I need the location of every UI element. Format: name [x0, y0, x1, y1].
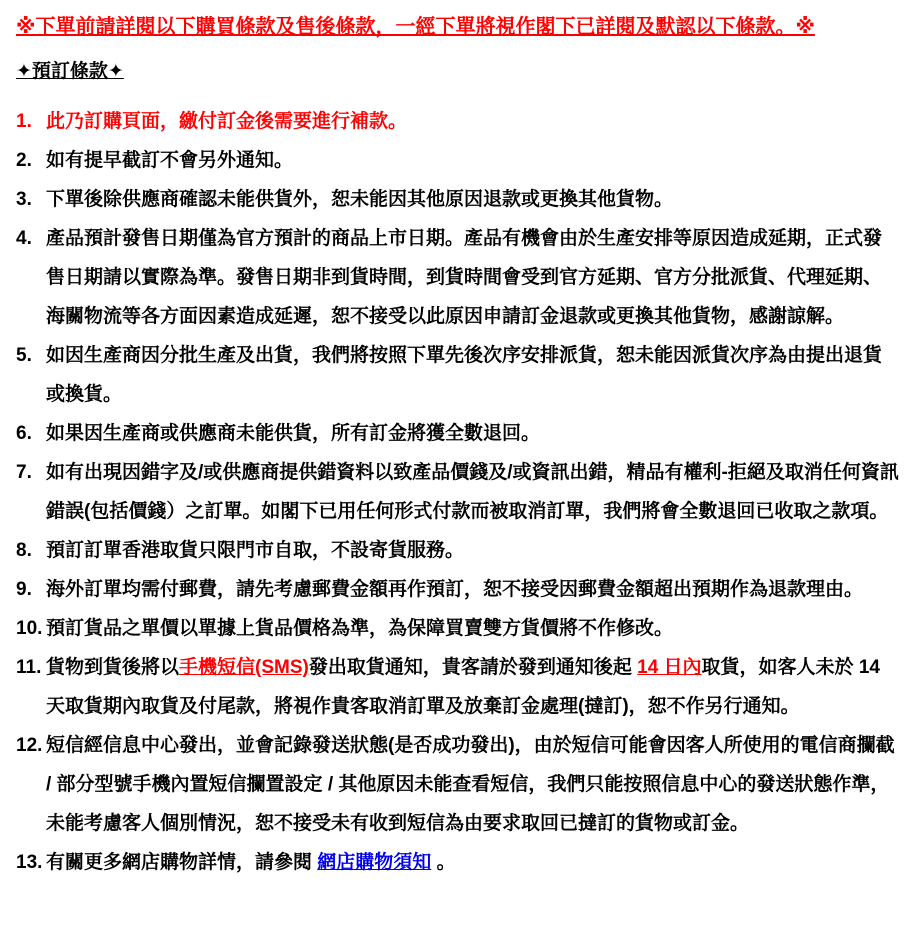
term-number: 7.: [16, 462, 32, 483]
term-segment: 下單後除供應商確認未能供貨外，恕未能因其他原因退款或更換其他貨物。: [46, 189, 674, 210]
term-text: [46, 531, 899, 570]
term-number: 13.: [16, 852, 43, 873]
term-segment: 取貨，如客人未於 14 天取貨期內取貨及付尾款，將視作貴客取消訂單及放棄訂金處理(撻訂)，恕不作另行通知。: [46, 657, 880, 717]
term-segment: 。: [431, 852, 456, 873]
term-item: [16, 414, 899, 453]
term-segment: 如有提早截訂不會另外通知。: [46, 150, 294, 171]
term-number: 9.: [16, 579, 32, 600]
term-item: [16, 843, 899, 882]
term-text: [46, 414, 899, 453]
term-number: 11.: [16, 657, 42, 678]
term-item: [16, 531, 899, 570]
term-item: [16, 570, 899, 609]
term-number: 2.: [16, 150, 32, 171]
term-number: 6.: [16, 423, 32, 444]
term-item: [16, 219, 899, 336]
term-item: [16, 102, 899, 141]
term-number: 10.: [16, 618, 43, 639]
term-number: 5.: [16, 345, 32, 366]
term-text: [46, 453, 899, 531]
shop-guide-link[interactable]: 網店購物須知: [317, 852, 432, 873]
term-text: [46, 219, 899, 336]
term-item: [16, 141, 899, 180]
term-segment: 貨物到貨後將以: [46, 657, 180, 678]
term-number: 8.: [16, 540, 32, 561]
term-text: [46, 843, 899, 882]
term-segment: 手機短信(SMS): [179, 657, 309, 678]
term-segment: 短信經信息中心發出，並會記錄發送狀態(是否成功發出)，由於短信可能會因客人所使用的電信商攔截 / 部分型號手機內置短信攔置設定 / 其他原因未能查看短信，我們只能按照信息中心的發送狀態作準，未能考慮客人個別情況，恕不接受未有收到短信為由要求取回已撻訂的貨物或訂金。: [46, 735, 895, 834]
term-number: 3.: [16, 189, 32, 210]
term-number: 4.: [16, 228, 32, 249]
term-text: [46, 336, 899, 414]
term-segment: 有關更多網店購物詳情，請參閱: [46, 852, 318, 873]
term-text: [46, 609, 899, 648]
term-number: 1.: [16, 111, 32, 132]
term-text: [46, 570, 899, 609]
term-segment: 此乃訂購頁面，繳付訂金後需要進行補款。: [46, 111, 408, 132]
term-item: [16, 609, 899, 648]
term-text: [46, 141, 899, 180]
term-segment: 海外訂單均需付郵費，請先考慮郵費金額再作預訂，恕不接受因郵費金額超出預期作為退款理由。: [46, 579, 864, 600]
term-segment: 如因生產商因分批生產及出貨，我們將按照下單先後次序安排派貨，恕未能因派貨次序為由提出退貨或換貨。: [46, 345, 883, 405]
term-text: [46, 648, 899, 726]
term-item: [16, 180, 899, 219]
term-item: [16, 453, 899, 531]
page-title: ※下單前請詳閱以下購買條款及售後條款，一經下單將視作閣下已詳閱及默認以下條款。※: [16, 16, 815, 38]
terms-list: [16, 102, 899, 882]
term-item: [16, 648, 899, 726]
term-segment: 產品預計發售日期僅為官方預計的商品上市日期。產品有機會由於生產安排等原因造成延期，正式發售日期請以實際為準。發售日期非到貨時間，到貨時間會受到官方延期、官方分批派貨、代理延期、海關物流等各方面因素造成延遲，恕不接受以此原因申請訂金退款或更換其他貨物，感謝諒解。: [46, 228, 883, 327]
term-text: [46, 180, 899, 219]
term-segment: 14 日內: [637, 657, 702, 678]
term-text: [46, 726, 899, 843]
term-number: 12.: [16, 735, 43, 756]
term-segment: 發出取貨通知，貴客請於發到通知後起: [308, 657, 638, 678]
term-segment: 預訂訂單香港取貨只限門市自取，不設寄貨服務。: [46, 540, 465, 561]
term-item: [16, 336, 899, 414]
term-item: [16, 726, 899, 843]
section-heading: ✦預訂條款✦: [16, 61, 124, 82]
term-text: [46, 102, 899, 141]
term-segment: 如有出現因錯字及/或供應商提供錯資料以致產品價錢及/或資訊出錯，精品有權利-拒絕及取消任何資訊錯誤(包括價錢）之訂單。如閣下已用任何形式付款而被取消訂單，我們將會全數退回已收取之款項。: [46, 462, 899, 522]
term-segment: 如果因生產商或供應商未能供貨，所有訂金將獲全數退回。: [46, 423, 541, 444]
term-segment: 預訂貨品之單價以單據上貨品價格為準，為保障買賣雙方貨價將不作修改。: [46, 618, 674, 639]
